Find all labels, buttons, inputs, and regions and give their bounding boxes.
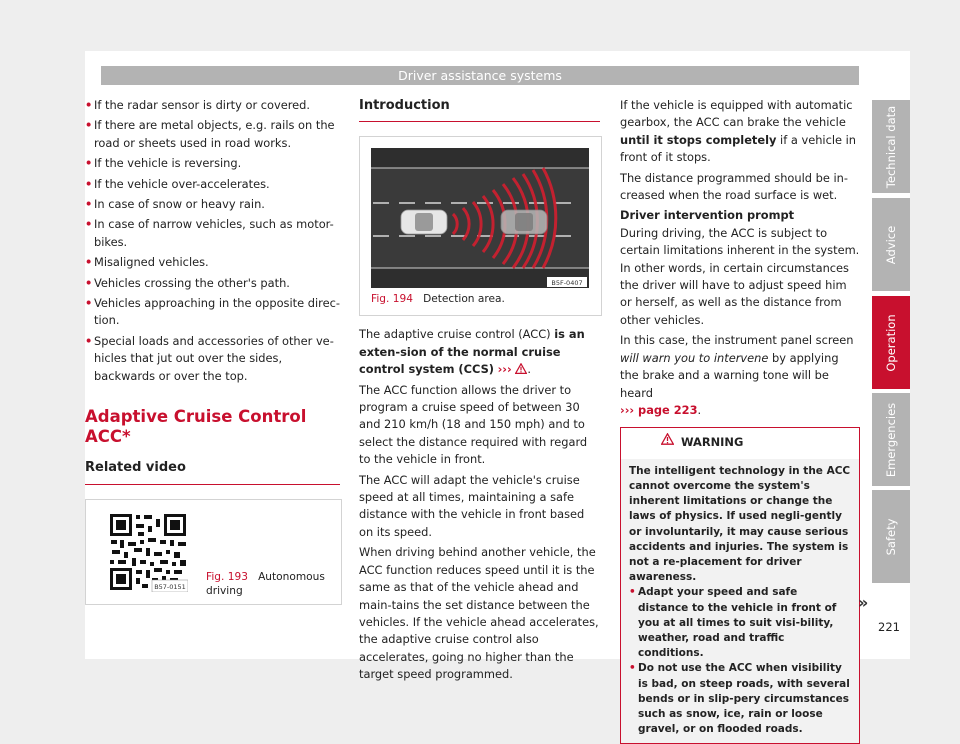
warning-triangle-icon <box>661 433 674 445</box>
list-item: • Vehicles crossing the other's path. <box>85 275 340 292</box>
tab-safety[interactable] <box>872 490 910 583</box>
tab-label: Emergencies <box>884 402 898 477</box>
figure-caption <box>371 292 505 306</box>
tab-label: Safety <box>884 518 898 555</box>
related-video-heading: Related video <box>85 459 340 484</box>
qr-code-icon[interactable] <box>108 512 188 592</box>
figure-194 <box>359 136 602 316</box>
text-run: . <box>697 402 702 417</box>
text-run-bold: is an exten-sion of the normal cruise control system (CCS) <box>359 327 585 377</box>
column-right <box>620 97 860 744</box>
page-number: 221 <box>878 620 900 634</box>
list-item: • Do not use the ACC when visibility is bad, on steep roads, with several bends or in slip-pery circumstances such as snow, ice, rain or loose gravel, or on flooded roads. <box>629 661 851 737</box>
text-run: if a vehicle in front of it stops. <box>620 132 857 165</box>
tab-emergencies[interactable] <box>872 393 910 486</box>
page-reference-link[interactable]: ››› page 223 <box>620 402 698 417</box>
continued-marker: » <box>858 593 869 612</box>
subheading: Driver intervention prompt <box>620 208 795 223</box>
text-run-italic: will warn you to intervene <box>620 350 769 365</box>
column-middle <box>359 97 600 687</box>
list-item: • If the radar sensor is dirty or covered. <box>85 97 340 114</box>
warning-intro: The intelligent technology in the ACC cannot overcome the system's inherent limitations or change the laws of physics. If used negli-gently or involuntarily, it may cause serious accidents and injuries. The system is not a re-placement for driver awareness. <box>629 464 851 584</box>
list-item: • If the vehicle is reversing. <box>85 155 340 172</box>
tab-label: Technical data <box>884 105 898 188</box>
list-item: • If the vehicle over-accelerates. <box>85 176 340 193</box>
introduction-heading: Introduction <box>359 97 600 122</box>
paragraph: The ACC function allows the driver to program a cruise speed of between 30 and 210 km/h (18 and 150 mph) and to select the distance required with regard to the vehicle in front. <box>359 382 588 467</box>
paragraph: When driving behind another vehicle, the ACC function reduces speed until it is the same as that of the vehicle ahead and main-tains the set distance between the vehicles. If the vehicle ahead accelerates, the adaptive cruise control also accelerates, going no higher than the target speed programmed. <box>359 545 599 682</box>
paragraph: The ACC will adapt the vehicle's cruise speed at all times, maintaining a safe distance with the vehicle in front based on its speed. <box>359 472 585 539</box>
figure-number: Fig. 193 <box>206 570 248 583</box>
list-item: • Vehicles approaching in the opposite direc-tion. <box>85 295 340 330</box>
detection-area-illustration <box>371 148 589 288</box>
tab-operation[interactable] <box>872 296 910 389</box>
figure-caption-text: Detection area. <box>423 293 505 306</box>
tab-advice[interactable] <box>872 198 910 291</box>
paragraph: The distance programmed should be in-creased when the road surface is wet. <box>620 170 848 203</box>
text-run: by applying the brake and a warning tone will be heard <box>620 350 839 400</box>
figure-caption <box>206 570 336 598</box>
tab-label: Operation <box>884 313 898 372</box>
page-header: Driver assistance systems <box>101 66 859 85</box>
figure-code: B57-0151 <box>154 582 186 591</box>
list-item: • In case of narrow vehicles, such as motor-bikes. <box>85 216 340 251</box>
text-run: In this case, the instrument panel screen <box>620 333 854 348</box>
tab-label: Advice <box>884 225 898 264</box>
section-title: Adaptive Cruise Control ACC* <box>85 407 307 447</box>
figure-number: Fig. 194 <box>371 293 413 306</box>
paragraph: The adaptive cruise control (ACC) is an exten-sion of the normal cruise control system (CCS) ››› . <box>359 327 585 377</box>
text-run: The adaptive cruise control (ACC) <box>359 327 555 342</box>
list-item: • In case of snow or heavy rain. <box>85 196 340 213</box>
paragraph <box>620 332 860 419</box>
text-run-bold: until it stops completely <box>620 132 777 147</box>
list-item: • If there are metal objects, e.g. rails on the road or sheets used in road works. <box>85 117 340 152</box>
figure-caption-text: Autonomous driving <box>206 570 325 597</box>
list-item: • Special loads and accessories of other ve-hicles that jut out over the sides, backwards or over the top. <box>85 333 340 385</box>
figure-code: B5F-0407 <box>551 279 583 288</box>
warning-triangle-icon <box>515 363 527 374</box>
tab-technical-data[interactable] <box>872 100 910 193</box>
paragraph <box>620 97 860 167</box>
cross-reference-arrow[interactable]: ››› <box>497 362 512 377</box>
figure-193[interactable] <box>85 499 342 605</box>
warning-body <box>621 459 859 744</box>
column-left <box>85 97 340 605</box>
warning-title: WARNING <box>681 435 744 450</box>
list-item: • Misaligned vehicles. <box>85 254 340 271</box>
paragraph: During driving, the ACC is subject to certain limitations inherent in the system. In other words, in certain circumstances the driver will have to adjust speed him or herself, as well as the distance from other vehicles. <box>620 225 860 327</box>
warning-header <box>621 428 859 458</box>
text-run: If the vehicle is equipped with automatic gearbox, the ACC can brake the vehicle <box>620 98 853 130</box>
list-item: • Adapt your speed and safe distance to the vehicle in front of you at all times to suit visi-bility, weather, road and traffic conditions. <box>629 585 851 661</box>
warning-box <box>620 427 860 744</box>
